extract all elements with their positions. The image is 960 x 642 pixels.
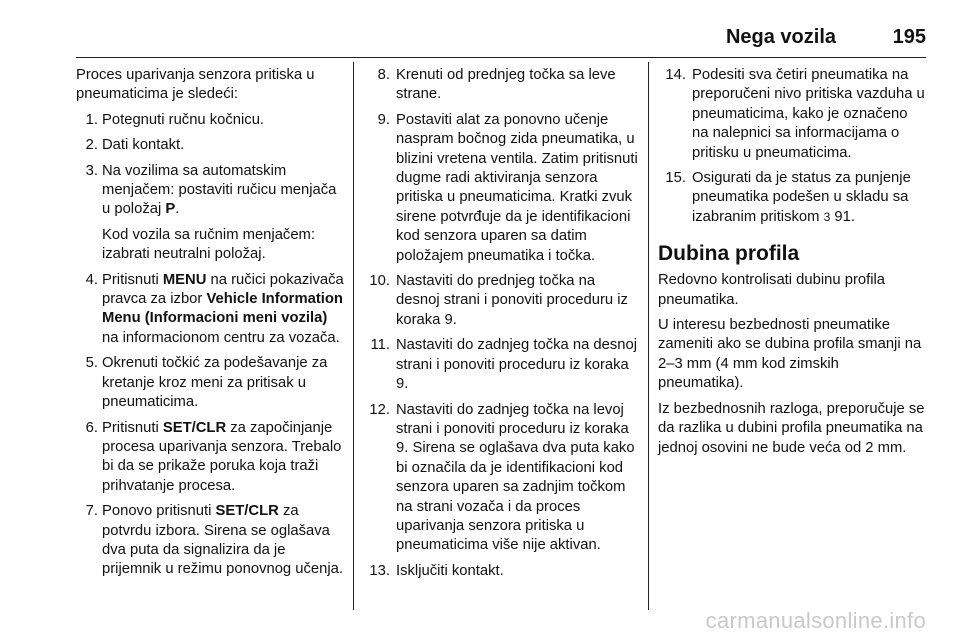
step-text-end: .	[175, 201, 180, 218]
watermark-text: carmanualsonline.info	[705, 608, 926, 633]
step-text: Osigurati da je status za punjenje pneumatika podešen u skladu sa izabranim pritiskom	[692, 170, 911, 225]
menu-key: MENU	[162, 271, 207, 288]
intro-paragraph: Proces uparivanja senzora pritiska u pneumaticima je sledeći:	[76, 67, 315, 103]
step-number: 7.	[85, 503, 98, 520]
column-divider-2	[648, 62, 649, 610]
step-text: Podesiti sva četiri pneumatika na preporučeni nivo pritiska vazduha u pneumaticima, kako je označeno na nalepnici sa informacijama o pritisku u pneumaticima.	[692, 67, 925, 161]
step-number: 10.	[369, 273, 390, 290]
list-item	[658, 66, 928, 163]
gear-position: P	[165, 201, 176, 218]
step-number: 13.	[369, 562, 390, 579]
column-2	[362, 66, 640, 587]
list-item	[362, 562, 640, 581]
step-text: Krenuti od prednjeg točka sa leve strane.	[396, 67, 616, 103]
step-number: 9.	[377, 111, 390, 128]
step-text-mid: na ručici pokazivača pravca za izbor	[102, 271, 344, 308]
section-heading: Dubina profila	[658, 242, 800, 266]
step-number: 2.	[85, 137, 98, 154]
list-item	[362, 66, 640, 105]
step-text: Nastaviti do zadnjeg točka na desnoj strani i ponoviti proceduru iz koraka 9.	[396, 337, 638, 393]
set-clr-key: SET/CLR	[162, 419, 227, 436]
step-text: Pritisnuti	[102, 271, 163, 288]
list-item	[76, 354, 344, 412]
menu-name: Vehicle Information Menu (Informacioni meni vozila)	[102, 291, 343, 327]
paragraph: U interesu bezbednosti pneumatike zameniti ako se dubina profila smanji na 2–3 mm (4 mm kod zimskih pneumatika).	[658, 317, 922, 392]
step-number: 11.	[370, 337, 390, 354]
step-note: Kod vozila sa ručnim menjačem: izabrati neutralni položaj.	[102, 226, 315, 263]
list-item	[362, 336, 640, 394]
column-divider-1	[353, 62, 354, 610]
column-3	[658, 66, 928, 464]
step-number: 4.	[85, 271, 98, 288]
list-item	[362, 272, 640, 330]
column-1	[76, 66, 344, 586]
step-text: Na vozilima sa automatskim menjačem: postaviti ručicu menjača u položaj	[102, 162, 337, 218]
step-text-end: na informacionom centru za vozača.	[102, 329, 340, 346]
list-item	[76, 162, 344, 265]
step-text: Potegnuti ručnu kočnicu.	[102, 111, 265, 128]
step-text: Okrenuti točkić za podešavanje za kretanje kroz meni za pritisak u pneumaticima.	[102, 355, 328, 411]
page-reference[interactable]: 91.	[830, 208, 855, 225]
list-item	[658, 169, 928, 227]
list-item	[76, 111, 344, 130]
list-item	[76, 502, 344, 580]
step-text: Ponovo pritisnuti	[102, 503, 216, 520]
list-item	[76, 419, 344, 497]
step-number: 12.	[369, 401, 390, 418]
steps-list-3	[658, 66, 928, 227]
step-number: 5.	[85, 355, 98, 372]
step-text: Pritisnuti	[102, 419, 163, 436]
step-text-end: za potvrdu izbora. Sirena se oglašava dva puta da signalizira da je prijemnik u režimu ponovnog učenja.	[102, 503, 343, 578]
step-number: 6.	[85, 419, 98, 436]
header-divider	[76, 57, 926, 58]
step-number: 3.	[85, 162, 98, 179]
step-number: 1.	[85, 111, 98, 128]
step-number: 14.	[665, 67, 686, 83]
step-text: Isključiti kontakt.	[396, 562, 504, 579]
page-title: Nega vozila	[725, 26, 836, 48]
paragraph: Redovno kontrolisati dubinu profila pneumatika.	[658, 272, 886, 308]
list-item	[76, 136, 344, 155]
list-item	[362, 111, 640, 266]
paragraph: Iz bezbednosnih razloga, preporučuje se da razlika u dubini profila pneumatika na jednoj osovini ne bude veća od 2 mm.	[658, 400, 925, 456]
page-reference-arrow-icon[interactable]: 3	[823, 209, 831, 224]
page-number: 195	[892, 26, 926, 48]
step-text: Nastaviti do prednjeg točka na desnoj strani i ponoviti proceduru iz koraka 9.	[396, 273, 628, 328]
step-text: Postaviti alat za ponovno učenje naspram bočnog zida pneumatika, u blizini vretena ventila. Zatim pritisnuti dugme radi aktiviranja senzora pritiska u pneumaticima. Kratki zvuk sirene potvrđuje da je identifikacioni kod senzora uparen sa datim položajem pneumatika i točka.	[396, 111, 638, 264]
steps-list-2	[362, 66, 640, 581]
page-header	[76, 26, 926, 52]
step-text: Dati kontakt.	[102, 137, 185, 154]
steps-list-1	[76, 111, 344, 580]
list-item	[76, 271, 344, 349]
step-number: 15.	[665, 170, 686, 187]
step-number: 8.	[377, 67, 390, 83]
set-clr-key: SET/CLR	[215, 503, 279, 520]
step-text-end: za započinjanje procesa uparivanja senzora. Trebalo bi da se prikaže poruka koja traži prihvatanje procesa.	[102, 419, 342, 494]
step-text: Nastaviti do zadnjeg točka na levoj strani i ponoviti proceduru iz koraka 9. Sirena se oglašava dva puta kako bi označila da je identifikacioni kod senzora uparen sa zadnjim točkom na strani vozača i da proces uparivanja senzora pritiska u pneumaticima više nije aktivan.	[396, 401, 635, 554]
list-item	[362, 401, 640, 556]
